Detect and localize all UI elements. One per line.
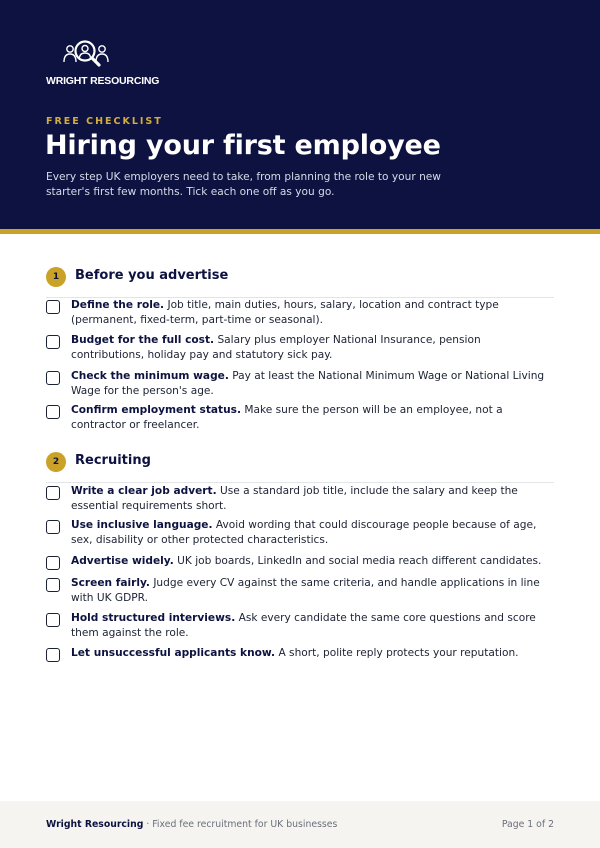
footer-brand: Wright Resourcing xyxy=(46,819,144,830)
page-header xyxy=(0,0,600,229)
item-lead: Use inclusive language. xyxy=(71,519,213,531)
logo xyxy=(46,38,160,88)
item-lead: Screen fairly. xyxy=(71,577,150,589)
divider xyxy=(46,482,554,483)
item-lead: Hold structured interviews. xyxy=(71,612,236,624)
item-text: Avoid wording that could discourage people because of age, sex, disability or other protected characteristics. xyxy=(71,519,537,546)
checkbox[interactable] xyxy=(46,556,60,570)
checkbox[interactable] xyxy=(46,335,60,349)
section-heading xyxy=(46,262,554,288)
footer-credit xyxy=(46,819,337,830)
checkbox[interactable] xyxy=(46,300,60,314)
page-number: Page 1 of 2 xyxy=(501,819,554,830)
page-footer xyxy=(0,801,600,848)
item-text: UK job boards, LinkedIn and social media reach different candidates. xyxy=(177,555,542,567)
people-magnifier-icon xyxy=(61,38,111,70)
section-number-badge: 2 xyxy=(46,452,66,472)
item-text: Ask every candidate the same core questions and score them against the role. xyxy=(71,612,536,639)
checkbox[interactable] xyxy=(46,613,60,627)
logo-text: WRIGHT RESOURCING xyxy=(46,75,160,87)
footer-tagline: Fixed fee recruitment for UK businesses xyxy=(152,819,338,830)
checkbox[interactable] xyxy=(46,578,60,592)
item-text: Judge every CV against the same criteria, and handle applications in line with UK GDPR. xyxy=(71,577,540,604)
item-text: A short, polite reply protects your reputation. xyxy=(278,647,519,659)
item-text: Use a standard job title, include the salary and keep the essential requirements short. xyxy=(71,485,518,512)
eyebrow-label: FREE CHECKLIST xyxy=(46,116,163,127)
item-lead: Check the minimum wage. xyxy=(71,370,229,382)
item-text: Salary plus employer National Insurance, pension contributions, holiday pay and statutory sick pay. xyxy=(71,334,481,361)
item-lead: Budget for the full cost. xyxy=(71,334,215,346)
checkbox[interactable] xyxy=(46,405,60,419)
section-title: Before you advertise xyxy=(75,268,229,283)
item-lead: Confirm employment status. xyxy=(71,404,241,416)
section-title: Recruiting xyxy=(75,453,151,468)
page-title: Hiring your first employee xyxy=(45,130,441,161)
item-text: Job title, main duties, hours, salary, location and contract type (permanent, fixed-term, part-time or seasonal). xyxy=(71,299,499,326)
intro-text: Every step UK employers need to take, from planning the role to your new starter's first few months. Tick each one off as you go. xyxy=(46,171,441,198)
checkbox[interactable] xyxy=(46,520,60,534)
checkbox[interactable] xyxy=(46,486,60,500)
section-heading xyxy=(46,447,554,473)
item-lead: Let unsuccessful applicants know. xyxy=(71,647,276,659)
checkbox[interactable] xyxy=(46,648,60,662)
item-text: Make sure the person will be an employee, not a contractor or freelancer. xyxy=(71,404,503,431)
checkbox[interactable] xyxy=(46,371,60,385)
item-text: Pay at least the National Minimum Wage or National Living Wage for the person's age. xyxy=(71,370,545,397)
item-lead: Define the role. xyxy=(71,299,165,311)
item-lead: Advertise widely. xyxy=(71,555,174,567)
accent-bar xyxy=(0,229,600,234)
footer-separator: · xyxy=(143,819,153,830)
item-lead: Write a clear job advert. xyxy=(71,485,217,497)
section-number-badge: 1 xyxy=(46,267,66,287)
